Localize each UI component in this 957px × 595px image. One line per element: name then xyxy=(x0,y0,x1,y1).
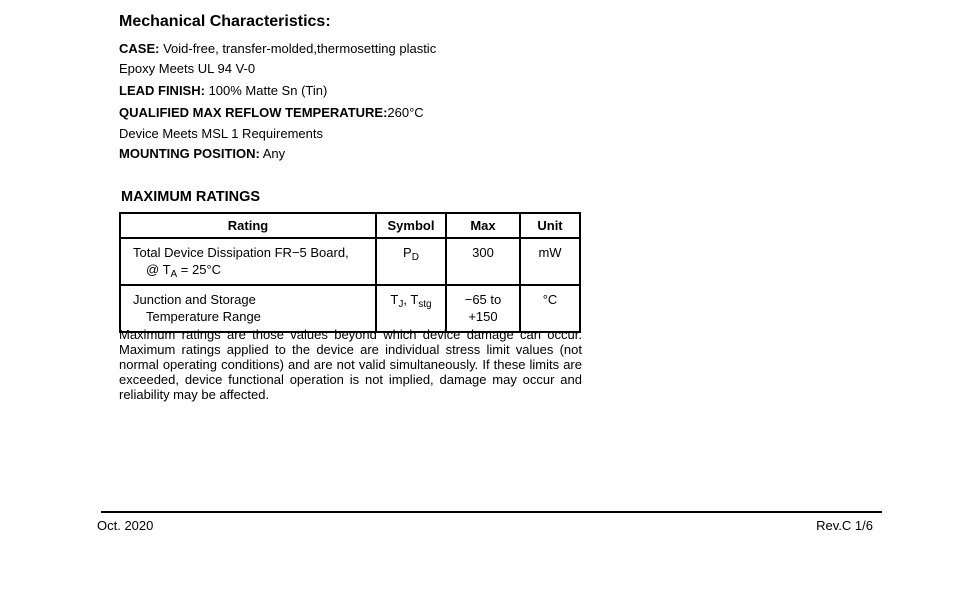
ratings-note: Maximum ratings are those values beyond which device damage can occur. Maximum ratings applied to the device are individual stress limit values (not normal operating conditions) and are not valid simultaneously. If these limits are exceeded, device functional operation is not implied, damage may occur and reliability may be affected. xyxy=(119,327,582,402)
rating-line1: Junction and Storage xyxy=(133,292,256,307)
unit-cell: mW xyxy=(520,238,580,285)
header-rating: Rating xyxy=(120,213,376,238)
reflow-line xyxy=(119,105,424,121)
case-label: CASE: xyxy=(119,41,160,56)
lead-finish-value: 100% Matte Sn (Tin) xyxy=(204,83,328,98)
footer-date: Oct. 2020 xyxy=(97,518,154,533)
case-line xyxy=(119,41,436,57)
unit-cell: °C xyxy=(520,285,580,332)
reflow-value: 260°C xyxy=(387,105,424,120)
max-ratings-table xyxy=(119,212,581,333)
table-header-row xyxy=(120,213,580,238)
rating-line2: @ $T_A = 25^\circ C$ xyxy=(146,262,222,280)
epoxy-line: Epoxy Meets UL 94 V-0 xyxy=(119,61,256,76)
reflow-label: QUALIFIED MAX REFLOW TEMPERATURE: xyxy=(119,105,388,120)
case-value: Void-free, transfer-molded,thermosetting plastic xyxy=(159,41,437,56)
max-ratings-heading: MAXIMUM RATINGS xyxy=(121,189,261,205)
symbol-cell: $T_J$, $T_{stg}$ xyxy=(376,285,446,332)
lead-finish-line xyxy=(119,83,327,99)
footer-divider xyxy=(101,511,882,513)
mounting-line xyxy=(119,146,285,162)
header-unit: Unit xyxy=(520,213,580,238)
msl-line: Device Meets MSL 1 Requirements xyxy=(119,126,323,141)
mounting-label: MOUNTING POSITION: xyxy=(119,146,260,161)
symbol-cell: $P_D$ xyxy=(376,238,446,285)
table-row xyxy=(120,285,580,332)
max-cell: 300 xyxy=(446,238,520,285)
rating-cell xyxy=(120,285,376,332)
mechanical-heading: Mechanical Characteristics: xyxy=(119,13,331,30)
header-max: Max xyxy=(446,213,520,238)
table-row xyxy=(120,238,580,285)
footer-revision: Rev.C 1/6 xyxy=(816,518,873,533)
rating-cell xyxy=(120,238,376,285)
mounting-value: Any xyxy=(259,146,286,161)
header-symbol: Symbol xyxy=(376,213,446,238)
rating-line2: Temperature Range xyxy=(146,309,261,324)
max-cell: −65 to +150 xyxy=(446,285,520,332)
lead-finish-label: LEAD FINISH: xyxy=(119,83,205,98)
rating-line1: Total Device Dissipation FR−5 Board, xyxy=(133,245,349,260)
